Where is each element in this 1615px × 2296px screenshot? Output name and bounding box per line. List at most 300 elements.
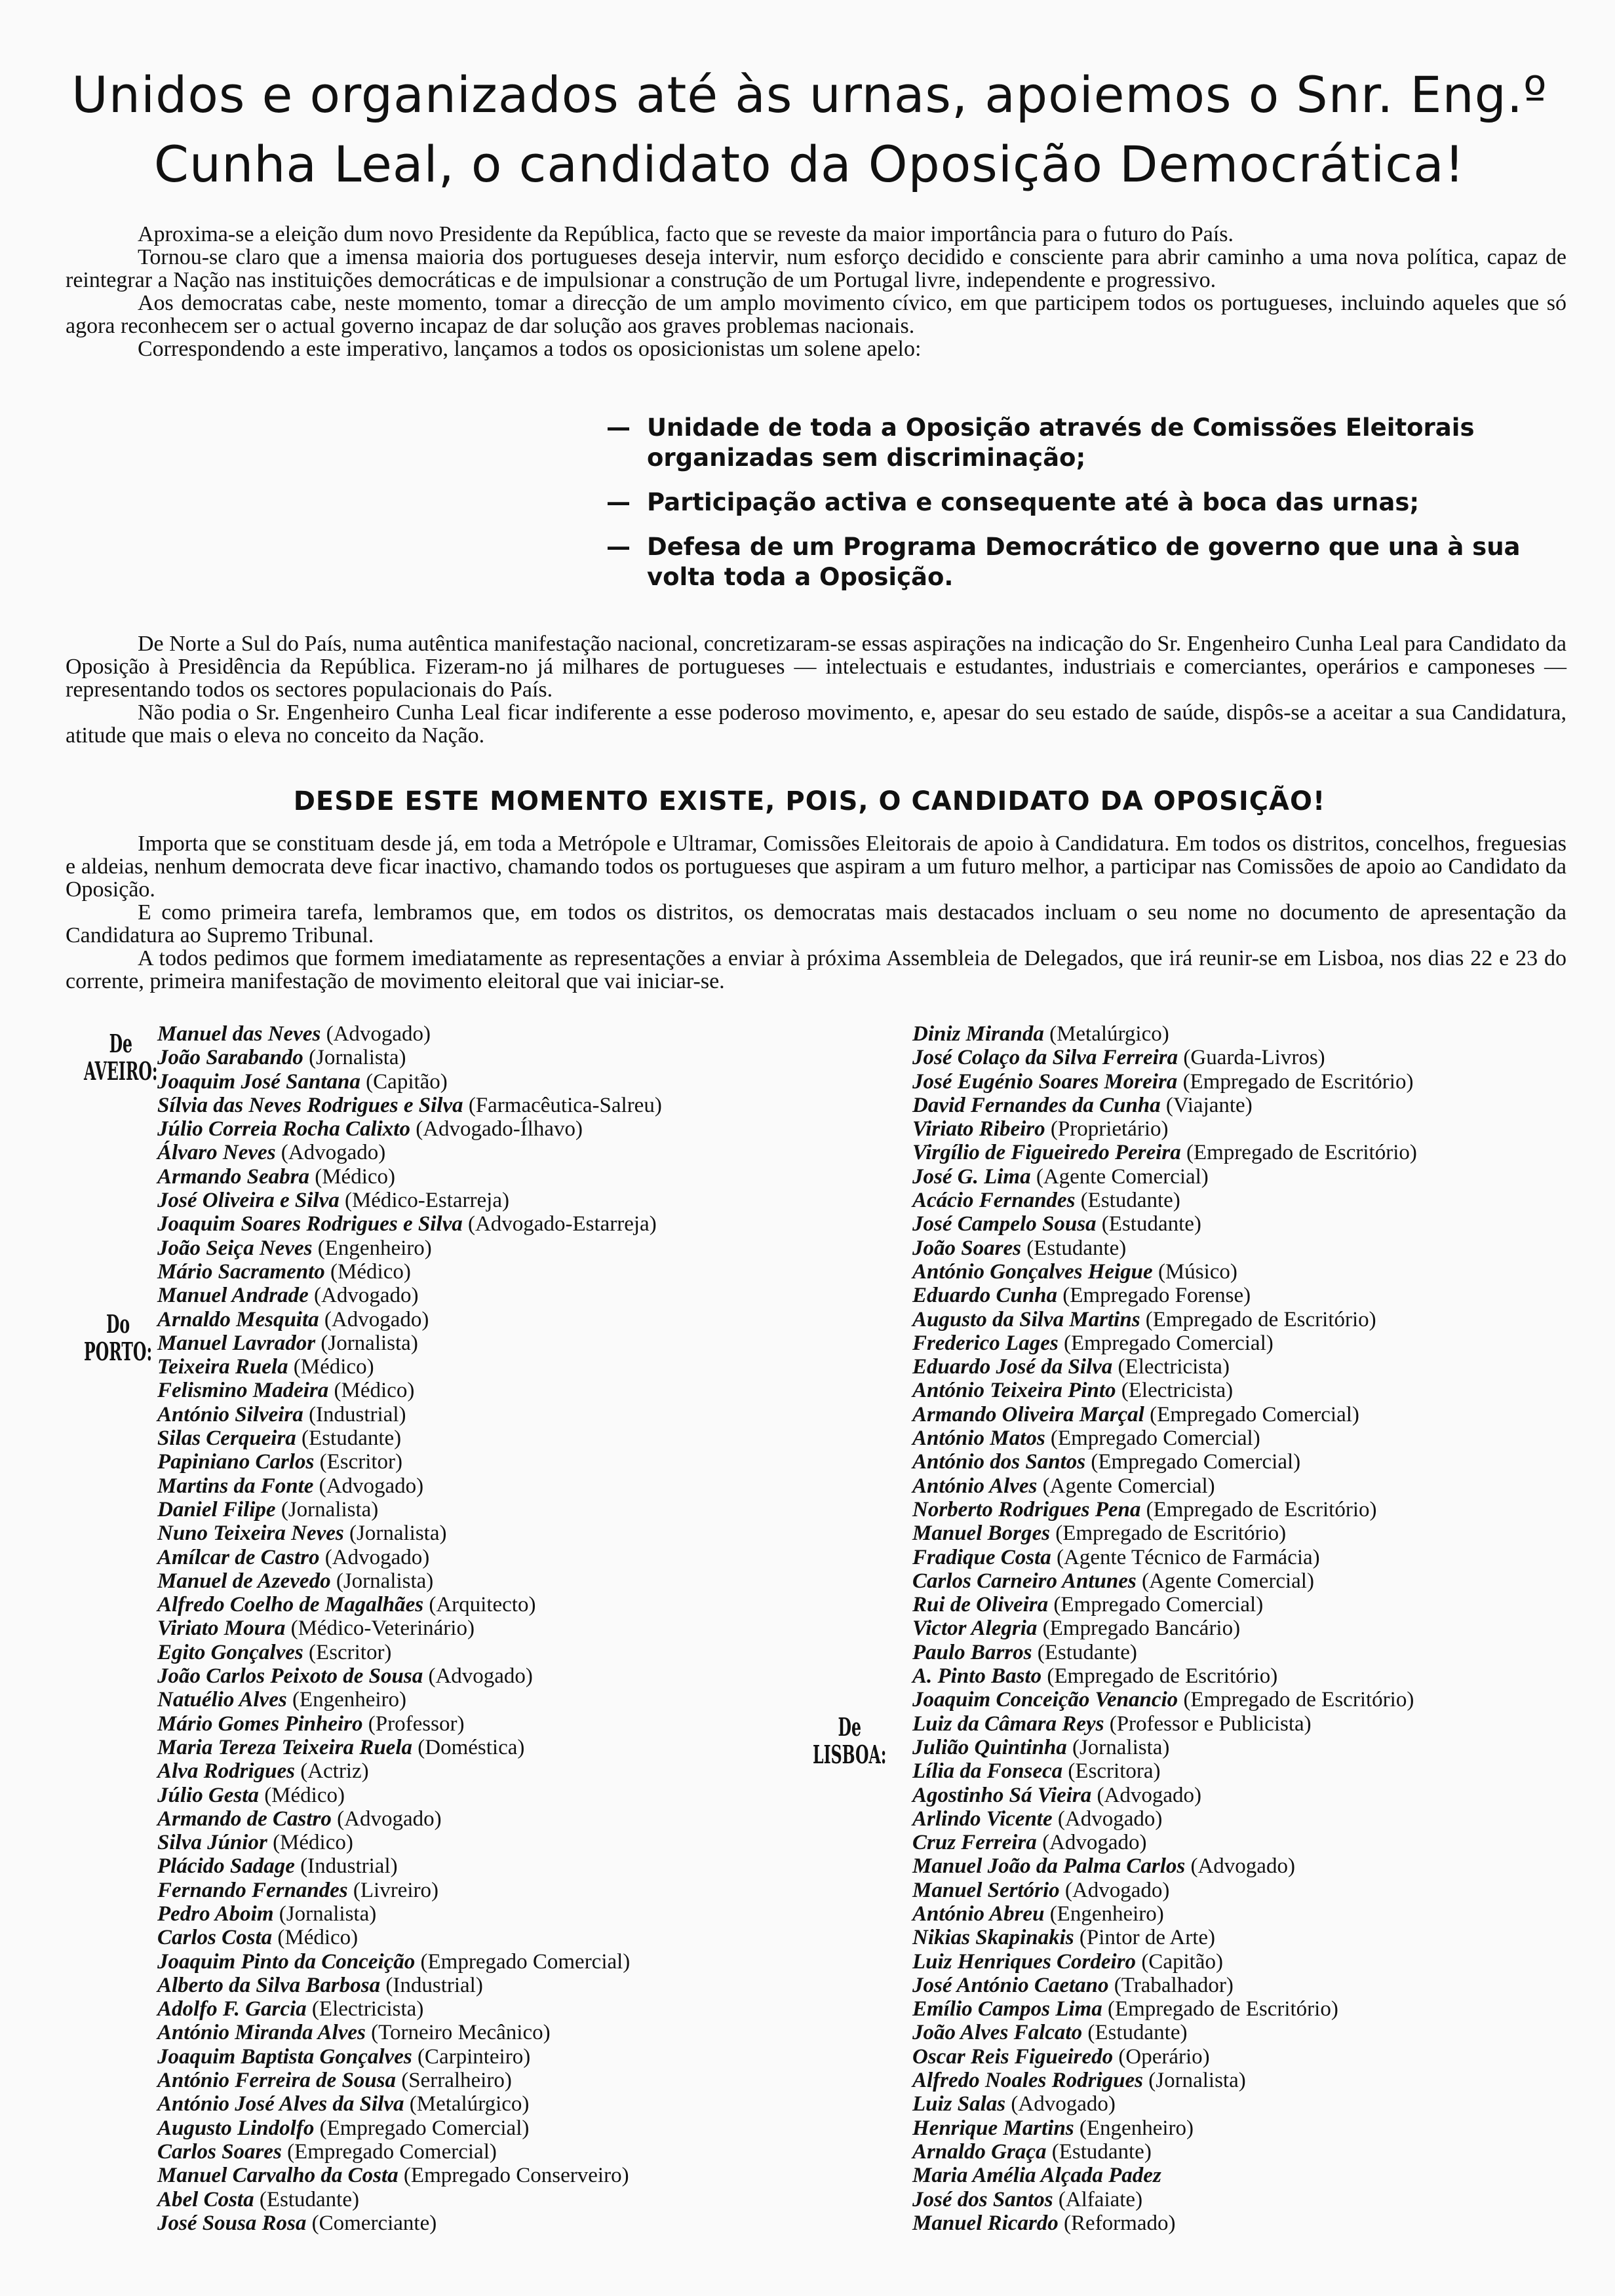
signatory-entry xyxy=(157,1569,662,1593)
signatory-entry xyxy=(912,1426,1417,1450)
signatory-role: (Advogado) xyxy=(275,1141,386,1165)
signatory-entry xyxy=(912,1974,1417,1997)
signatory-name: José Eugénio Soares Moreira xyxy=(912,1069,1178,1094)
signatory-entry xyxy=(912,1641,1417,1664)
signatory-name: João Sarabando xyxy=(157,1046,303,1070)
signatory-name: José G. Lima xyxy=(912,1164,1031,1189)
signatory-entry xyxy=(157,2092,662,2116)
signatory-name: José António Caetano xyxy=(912,1973,1109,1997)
signatory-entry xyxy=(912,1403,1417,1426)
signatory-entry xyxy=(157,1260,662,1284)
signatory-name: Fradique Costa xyxy=(912,1545,1051,1569)
signatory-name: Luiz da Câmara Reys xyxy=(912,1712,1104,1736)
demands-list xyxy=(606,413,1544,607)
signatory-role: (Estudante) xyxy=(1075,1189,1180,1213)
signatory-entry xyxy=(912,1926,1417,1949)
signatory-role: (Advogado-Estarreja) xyxy=(462,1212,657,1236)
signatory-role: (Jornalista) xyxy=(315,1331,418,1355)
signatory-role: (Electricista) xyxy=(306,1997,424,2021)
city-prefix: Do xyxy=(106,1309,130,1339)
signatory-role: (Doméstica) xyxy=(412,1735,525,1759)
signatory-name: Fernando Fernandes xyxy=(157,1878,348,1902)
signatory-role: (Advogado) xyxy=(1185,1854,1295,1879)
signatory-name: António dos Santos xyxy=(912,1450,1086,1474)
signatory-role: (Carpinteiro) xyxy=(412,2044,531,2069)
signatory-entry xyxy=(157,1308,662,1331)
signatory-name: Joaquim Pinto da Conceição xyxy=(157,1949,416,1974)
signatory-entry xyxy=(157,1379,662,1402)
signatory-role: (Médico) xyxy=(328,1379,415,1403)
signatory-entry xyxy=(157,1189,662,1212)
signatory-name: Henrique Martins xyxy=(912,2116,1074,2140)
signatory-entry xyxy=(157,1807,662,1831)
signatory-name: A. Pinto Basto xyxy=(912,1664,1042,1689)
signatory-role: (Pintor de Arte) xyxy=(1074,1926,1216,1950)
signatory-name: José Oliveira e Silva xyxy=(157,1189,340,1213)
signatory-role: (Empregado Comercial) xyxy=(314,2116,530,2140)
signatory-name: Sílvia das Neves Rodrigues e Silva xyxy=(157,1093,463,1117)
signatory-name: Abel Costa xyxy=(157,2187,254,2211)
signatory-name: Luiz Salas xyxy=(912,2092,1006,2116)
signatory-name: Silas Cerqueira xyxy=(157,1426,296,1451)
signatory-entry xyxy=(912,1284,1417,1307)
signatory-entry xyxy=(157,2211,662,2235)
signatory-entry xyxy=(912,1784,1417,1807)
signatory-name: Victor Alegria xyxy=(912,1617,1038,1641)
signatory-role: (Escritora) xyxy=(1062,1759,1161,1784)
intro-text xyxy=(66,223,1566,360)
signatory-name: Joaquim Conceição Venancio xyxy=(912,1688,1178,1712)
signatory-entry xyxy=(912,2069,1417,2092)
signatories-right-column xyxy=(912,1022,1417,2235)
signatory-entry xyxy=(157,1046,662,1069)
signatory-role: (Jornalista) xyxy=(1066,1735,1170,1759)
signatory-entry xyxy=(912,2140,1417,2164)
signatory-role: (Médico) xyxy=(267,1831,353,1855)
signatory-entry xyxy=(912,1022,1417,1046)
signatory-role: (Empregado Comercial) xyxy=(1048,1593,1264,1617)
signatory-name: Alva Rodrigues xyxy=(157,1759,295,1784)
signatory-role: (Empregado Comercial) xyxy=(415,1949,631,1974)
city-prefix: De xyxy=(838,1712,861,1742)
signatory-entry xyxy=(157,1474,662,1498)
signatory-role: (Agente Comercial) xyxy=(1037,1474,1215,1498)
signatory-role: (Livreiro) xyxy=(347,1878,439,1902)
signatory-name: Manuel Carvalho da Costa xyxy=(157,2164,399,2188)
signatory-role: (Professor) xyxy=(362,1712,465,1736)
signatory-entry xyxy=(157,2188,662,2211)
signatory-entry xyxy=(912,1094,1417,1117)
signatory-name: Adolfo F. Garcia xyxy=(157,1997,307,2021)
signatory-name: Arnaldo Mesquita xyxy=(157,1307,319,1331)
signatory-entry xyxy=(157,1284,662,1307)
signatory-name: Papiniano Carlos xyxy=(157,1450,315,1474)
intro-paragraph: Aproxima-se a eleição dum novo Presidente da República, facto que se reveste da maior importância para o futuro do País. xyxy=(138,222,1234,246)
body-paragraph: De Norte a Sul do País, numa autêntica manifestação nacional, concretizaram-se essas aspirações na indicação do Sr. Engenheiro Cunha Leal para Candidato da Oposição à Presidência da República. Fizeram-no já milhares de portugueses — intelectuais e estudantes, industriais e comerciantes, operários e camponeses — representando todos os sectores populacionais do País. xyxy=(66,632,1566,702)
signatory-role: (Metalúrgico) xyxy=(404,2092,530,2116)
signatory-role: (Jornalista) xyxy=(330,1569,434,1593)
signatory-name: Diniz Miranda xyxy=(912,1022,1044,1046)
signatory-entry xyxy=(157,2140,662,2164)
signatory-role: (Advogado) xyxy=(319,1545,430,1569)
signatory-role: (Trabalhador) xyxy=(1108,1973,1234,1997)
signatory-name: Plácido Sadage xyxy=(157,1854,295,1879)
signatory-name: Joaquim Baptista Gonçalves xyxy=(157,2044,412,2069)
signatory-entry xyxy=(157,1831,662,1854)
signatory-role: (Actriz) xyxy=(294,1759,369,1784)
signatory-role: (Empregado Comercial) xyxy=(1085,1450,1301,1474)
signatory-role: (Médico) xyxy=(309,1164,396,1189)
signatory-entry xyxy=(157,1974,662,1997)
signatory-role: (Capitão) xyxy=(1136,1949,1223,1974)
signatory-role: (Empregado Forense) xyxy=(1057,1284,1251,1308)
signatory-role: (Médico) xyxy=(324,1259,411,1284)
signatory-entry xyxy=(157,1617,662,1640)
signatory-name: Manuel Ricardo xyxy=(912,2211,1059,2235)
demand-item xyxy=(606,413,1544,473)
signatory-entry xyxy=(912,1807,1417,1831)
signatory-role: (Médico-Estarreja) xyxy=(339,1189,509,1213)
signatory-name: Oscar Reis Figueiredo xyxy=(912,2044,1114,2069)
signatory-entry xyxy=(157,1331,662,1355)
signatory-entry xyxy=(157,2164,662,2187)
signatory-name: Frederico Lages xyxy=(912,1331,1059,1355)
signatory-entry xyxy=(157,1688,662,1712)
signatory-name: Alfredo Coelho de Magalhães xyxy=(157,1593,424,1617)
signatory-entry xyxy=(912,1664,1417,1688)
signatory-role: (Arquitecto) xyxy=(423,1593,536,1617)
signatory-name: Emílio Campos Lima xyxy=(912,1997,1102,2021)
signatory-role: (Comerciante) xyxy=(306,2211,437,2235)
signatory-name: Julião Quintinha xyxy=(912,1735,1067,1759)
signatory-entry xyxy=(912,1879,1417,1902)
signatory-role: (Serralheiro) xyxy=(396,2069,512,2093)
signatory-entry xyxy=(912,1617,1417,1640)
signatory-role: (Empregado de Escritório) xyxy=(1178,1688,1414,1712)
signatory-entry xyxy=(157,1759,662,1783)
city-name: LISBOA: xyxy=(813,1740,887,1769)
signatory-entry xyxy=(157,1498,662,1521)
signatory-name: António Matos xyxy=(912,1426,1045,1451)
signatory-entry xyxy=(912,1902,1417,1926)
signatory-role: (Advogado) xyxy=(321,1022,431,1046)
signatory-name: Norberto Rodrigues Pena xyxy=(912,1497,1141,1521)
signatory-entry xyxy=(157,1902,662,1926)
signatory-name: Joaquim José Santana xyxy=(157,1069,360,1094)
signatory-name: Júlio Gesta xyxy=(157,1783,259,1807)
signatory-role: (Jornalista) xyxy=(303,1046,406,1070)
signatory-entry xyxy=(157,1641,662,1664)
signatory-entry xyxy=(912,1141,1417,1164)
signatory-role: (Médico) xyxy=(258,1783,345,1807)
signatory-name: Carlos Soares xyxy=(157,2139,282,2164)
signatory-name: Teixeira Ruela xyxy=(157,1355,288,1379)
signatory-role: (Advogado) xyxy=(1036,1831,1147,1855)
signatory-name: Júlio Correia Rocha Calixto xyxy=(157,1117,410,1141)
signatory-role: (Empregado de Escritório) xyxy=(1140,1497,1377,1521)
body-text-2 xyxy=(66,632,1566,747)
signatory-name: Joaquim Soares Rodrigues e Silva xyxy=(157,1212,463,1236)
signatory-entry xyxy=(912,1498,1417,1521)
signatory-role: (Empregado Comercial) xyxy=(281,2139,497,2164)
signatory-name: Arnaldo Graça xyxy=(912,2139,1047,2164)
signatory-entry xyxy=(912,1070,1417,1094)
signatory-role: (Engenheiro) xyxy=(1074,2116,1194,2140)
signatory-name: Virgílio de Figueiredo Pereira xyxy=(912,1141,1181,1165)
signatory-entry xyxy=(912,2021,1417,2044)
signatory-entry xyxy=(912,2188,1417,2211)
signatory-role: (Guarda-Livros) xyxy=(1178,1046,1325,1070)
signatory-entry xyxy=(157,1736,662,1759)
signatory-entry xyxy=(912,1474,1417,1498)
demand-text: Defesa de um Programa Democrático de governo que una à sua volta toda a Oposição. xyxy=(647,533,1521,591)
signatory-role: (Empregado Comercial) xyxy=(1058,1331,1274,1355)
signatory-name: Manuel Lavrador xyxy=(157,1331,316,1355)
signatory-role: (Farmacêutica-Salreu) xyxy=(463,1093,662,1117)
signatory-role: (Empregado Conserveiro) xyxy=(398,2164,629,2188)
signatory-role: (Jornalista) xyxy=(1143,2069,1246,2093)
signatory-role: (Médico-Veterinário) xyxy=(285,1617,475,1641)
signatory-name: Augusto da Silva Martins xyxy=(912,1307,1140,1331)
signatory-name: José Campelo Sousa xyxy=(912,1212,1097,1236)
signatory-role: (Estudante) xyxy=(1021,1236,1127,1260)
city-label-lisboa xyxy=(813,1713,886,1769)
signatory-entry xyxy=(912,1593,1417,1617)
dash-marker: — xyxy=(606,488,631,516)
signatory-name: Acácio Fernandes xyxy=(912,1189,1076,1213)
signatory-entry xyxy=(157,1950,662,1974)
signatory-entry xyxy=(912,1569,1417,1593)
signatory-name: João Soares xyxy=(912,1236,1021,1260)
signatory-entry xyxy=(157,1664,662,1688)
signatory-role: (Escritor) xyxy=(314,1450,403,1474)
city-prefix: De xyxy=(109,1029,133,1058)
signatory-name: Manuel Andrade xyxy=(157,1284,309,1308)
signatory-role: (Industrial) xyxy=(303,1402,406,1426)
signatory-role: (Electricista) xyxy=(1116,1379,1234,1403)
signatory-role: (Viajante) xyxy=(1160,1093,1253,1117)
signatory-name: Nuno Teixeira Neves xyxy=(157,1521,344,1546)
signatory-entry xyxy=(157,1094,662,1117)
body-paragraph: Não podia o Sr. Engenheiro Cunha Leal ficar indiferente a esse poderoso movimento, e, apesar do seu estado de saúde, dispôs-se a aceitar a sua Candidatura, atitude que mais o eleva no conceito da Nação. xyxy=(66,700,1566,748)
signatory-role: (Médico) xyxy=(272,1926,359,1950)
signatory-role: (Torneiro Mecânico) xyxy=(365,2021,551,2045)
signatory-name: António José Alves da Silva xyxy=(157,2092,404,2116)
signatory-name: Armando de Castro xyxy=(157,1807,332,1831)
signatory-role: (Professor e Publicista) xyxy=(1104,1712,1312,1736)
signatory-entry xyxy=(912,1759,1417,1783)
signatory-entry xyxy=(912,1212,1417,1236)
signatory-entry xyxy=(912,2045,1417,2069)
signatory-entry xyxy=(912,1997,1417,2021)
signatory-role: (Músico) xyxy=(1152,1259,1237,1284)
signatory-name: Natuélio Alves xyxy=(157,1688,287,1712)
signatories-left-column xyxy=(157,1022,662,2235)
signatory-entry xyxy=(912,2092,1417,2116)
signatory-entry xyxy=(912,1712,1417,1736)
signatory-role: (Proprietário) xyxy=(1045,1117,1169,1141)
signatory-entry xyxy=(912,1736,1417,1759)
signatory-role: (Engenheiro) xyxy=(286,1688,407,1712)
signatory-name: João Seiça Neves xyxy=(157,1236,313,1260)
signatory-role: (Estudante) xyxy=(1082,2021,1188,2045)
signatory-entry xyxy=(157,1236,662,1260)
signatory-role: (Estudante) xyxy=(254,2187,359,2211)
signatory-role: (Estudante) xyxy=(1046,2139,1152,2164)
signatory-entry xyxy=(912,1355,1417,1379)
signatory-name: Carlos Costa xyxy=(157,1926,273,1950)
dash-marker: — xyxy=(606,413,631,442)
signatory-name: Álvaro Neves xyxy=(157,1141,276,1165)
signatory-name: Maria Amélia Alçada Padez xyxy=(912,2164,1161,2188)
signatory-role: (Operário) xyxy=(1113,2044,1210,2069)
signatory-entry xyxy=(157,1546,662,1569)
signatory-role: (Advogado) xyxy=(423,1664,533,1689)
headline xyxy=(66,60,1553,199)
body-paragraph: Importa que se constituam desde já, em toda a Metrópole e Ultramar, Comissões Eleitorais de apoio à Candidatura. Em todos os distritos, concelhos, freguesias e aldeias, nenhum democrata deve ficar inactivo, chamando todos os portugueses que aspiram a um futuro melhor, a participar nas Comissões de apoio ao Candidato da Oposição. xyxy=(66,832,1566,902)
signatory-role: (Advogado) xyxy=(1091,1783,1201,1807)
signatory-role: (Advogado) xyxy=(1005,2092,1116,2116)
city-name: AVEIRO: xyxy=(84,1056,158,1086)
signatory-entry xyxy=(157,1784,662,1807)
signatory-name: Lília da Fonseca xyxy=(912,1759,1063,1784)
signatory-name: Daniel Filipe xyxy=(157,1497,276,1521)
signatory-name: Pedro Aboim xyxy=(157,1902,274,1926)
signatory-name: Manuel João da Palma Carlos xyxy=(912,1854,1186,1879)
city-label-aveiro xyxy=(84,1030,158,1085)
signatory-entry xyxy=(157,1355,662,1379)
signatory-entry xyxy=(912,1165,1417,1189)
headline-line-1: Unidos e organizados até às urnas, apoiemos o Snr. Eng.º xyxy=(71,66,1547,124)
signatory-name: Armando Seabra xyxy=(157,1164,309,1189)
signatory-name: Carlos Carneiro Antunes xyxy=(912,1569,1137,1593)
signatory-name: João Carlos Peixoto de Sousa xyxy=(157,1664,423,1689)
signatory-name: Maria Tereza Teixeira Ruela xyxy=(157,1735,412,1759)
signatory-role: (Advogado) xyxy=(308,1284,419,1308)
signatory-role: (Engenheiro) xyxy=(312,1236,432,1260)
signatory-entry xyxy=(912,1831,1417,1854)
signatory-role: (Advogado-Ílhavo) xyxy=(410,1117,583,1141)
signatory-role: (Empregado de Escritório) xyxy=(1041,1664,1278,1689)
signatory-entry xyxy=(157,1165,662,1189)
signatory-name: José Sousa Rosa xyxy=(157,2211,307,2235)
signatory-role: (Advogado) xyxy=(1052,1807,1163,1831)
signatory-entry xyxy=(157,1141,662,1164)
signatory-entry xyxy=(157,1593,662,1617)
signatory-entry xyxy=(157,2069,662,2092)
signatory-entry xyxy=(157,1070,662,1094)
signatory-entry xyxy=(912,2116,1417,2140)
intro-paragraph: Tornou-se claro que a imensa maioria dos portugueses deseja intervir, num esforço decidido e consciente para abrir caminho a uma nova política, capaz de reintegrar a Nação nas instituições democráticas e de impulsionar a construção de um Portugal livre, independente e progressivo. xyxy=(66,245,1566,292)
signatory-entry xyxy=(157,2021,662,2044)
signatory-role: (Jornalista) xyxy=(343,1521,447,1546)
signatory-entry xyxy=(157,2116,662,2140)
signatory-name: Viriato Moura xyxy=(157,1617,286,1641)
signatory-entry xyxy=(157,1997,662,2021)
signatory-name: Amílcar de Castro xyxy=(157,1545,320,1569)
signatory-role: (Empregado Bancário) xyxy=(1037,1617,1241,1641)
signatory-name: Manuel das Neves xyxy=(157,1022,321,1046)
signatory-name: Manuel Borges xyxy=(912,1521,1050,1546)
signatory-entry xyxy=(912,1260,1417,1284)
signatory-entry xyxy=(912,1521,1417,1545)
signatory-name: António Gonçalves Heigue xyxy=(912,1259,1153,1284)
signatory-name: Eduardo José da Silva xyxy=(912,1355,1113,1379)
signatory-role: (Industrial) xyxy=(294,1854,398,1879)
signatory-role: (Industrial) xyxy=(380,1973,483,1997)
signatory-role: (Engenheiro) xyxy=(1044,1902,1164,1926)
signatory-name: Felismino Madeira xyxy=(157,1379,329,1403)
signatory-entry xyxy=(912,1854,1417,1878)
signatory-name: Armando Oliveira Marçal xyxy=(912,1402,1144,1426)
signatory-name: José Colaço da Silva Ferreira xyxy=(912,1046,1178,1070)
signatory-entry xyxy=(157,1854,662,1878)
signatory-name: António Alves xyxy=(912,1474,1038,1498)
signatory-role: (Alfaiate) xyxy=(1053,2187,1143,2211)
signatory-entry xyxy=(157,1212,662,1236)
signatory-role: (Empregado Comercial) xyxy=(1144,1402,1359,1426)
signatory-role: (Empregado de Escritório) xyxy=(1140,1307,1376,1331)
signatory-name: Martins da Fonte xyxy=(157,1474,314,1498)
city-label-porto xyxy=(84,1311,152,1366)
signatory-entry xyxy=(912,1688,1417,1712)
signatory-name: Alfredo Noales Rodrigues xyxy=(912,2069,1144,2093)
signatory-role: (Jornalista) xyxy=(275,1497,379,1521)
signatory-entry xyxy=(157,1403,662,1426)
signatory-entry xyxy=(912,1236,1417,1260)
signatory-name: Manuel Sertório xyxy=(912,1878,1060,1902)
signatory-name: José dos Santos xyxy=(912,2187,1053,2211)
signatory-entry xyxy=(157,1426,662,1450)
intro-paragraph: Correspondendo a este imperativo, lançamos a todos os oposicionistas um solene apelo: xyxy=(138,337,922,361)
signatory-entry xyxy=(912,1331,1417,1355)
signatory-role: (Empregado de Escritório) xyxy=(1180,1141,1417,1165)
signatory-role: (Agente Comercial) xyxy=(1136,1569,1314,1593)
signatory-name: Egito Gonçalves xyxy=(157,1640,303,1664)
signatory-name: Agostinho Sá Vieira xyxy=(912,1783,1092,1807)
signatory-role: (Advogado) xyxy=(313,1474,424,1498)
signatory-name: António Teixeira Pinto xyxy=(912,1379,1116,1403)
dash-marker: — xyxy=(606,533,631,561)
signatory-name: António Miranda Alves xyxy=(157,2021,366,2045)
signatory-role: (Capitão) xyxy=(360,1069,448,1094)
body-text-3 xyxy=(66,832,1566,993)
signatory-name: João Alves Falcato xyxy=(912,2021,1083,2045)
signatory-role: (Metalúrgico) xyxy=(1043,1022,1169,1046)
signatory-entry xyxy=(912,2211,1417,2235)
signatory-entry xyxy=(912,1379,1417,1402)
demand-item xyxy=(606,532,1544,592)
signatory-role: (Escritor) xyxy=(303,1640,392,1664)
demand-item xyxy=(606,488,1544,518)
subheading: DESDE ESTE MOMENTO EXISTE, POIS, O CANDIDATO DA OPOSIÇÃO! xyxy=(293,786,1326,816)
signatory-entry xyxy=(157,1117,662,1141)
signatory-name: Eduardo Cunha xyxy=(912,1284,1058,1308)
signatory-name: David Fernandes da Cunha xyxy=(912,1093,1161,1117)
signatory-name: Viriato Ribeiro xyxy=(912,1117,1045,1141)
signatory-entry xyxy=(912,1189,1417,1212)
signatory-role: (Jornalista) xyxy=(273,1902,377,1926)
signatory-entry xyxy=(912,1546,1417,1569)
signatory-entry xyxy=(912,2164,1417,2187)
signatory-entry xyxy=(157,1022,662,1046)
signatory-role: (Empregado de Escritório) xyxy=(1049,1521,1287,1546)
signatory-role: (Reformado) xyxy=(1058,2211,1176,2235)
signatory-role: (Estudante) xyxy=(1032,1640,1137,1664)
body-paragraph: A todos pedimos que formem imediatamente as representações a enviar à próxima Assembleia de Delegados, que irá reunir-se em Lisboa, nos dias 22 e 23 do corrente, primeira manifestação de movimento eleitoral que vai iniciar-se. xyxy=(66,946,1566,993)
signatory-role: (Electricista) xyxy=(1112,1355,1230,1379)
demand-text: Unidade de toda a Oposição através de Comissões Eleitorais organizadas sem discriminação; xyxy=(647,413,1475,472)
